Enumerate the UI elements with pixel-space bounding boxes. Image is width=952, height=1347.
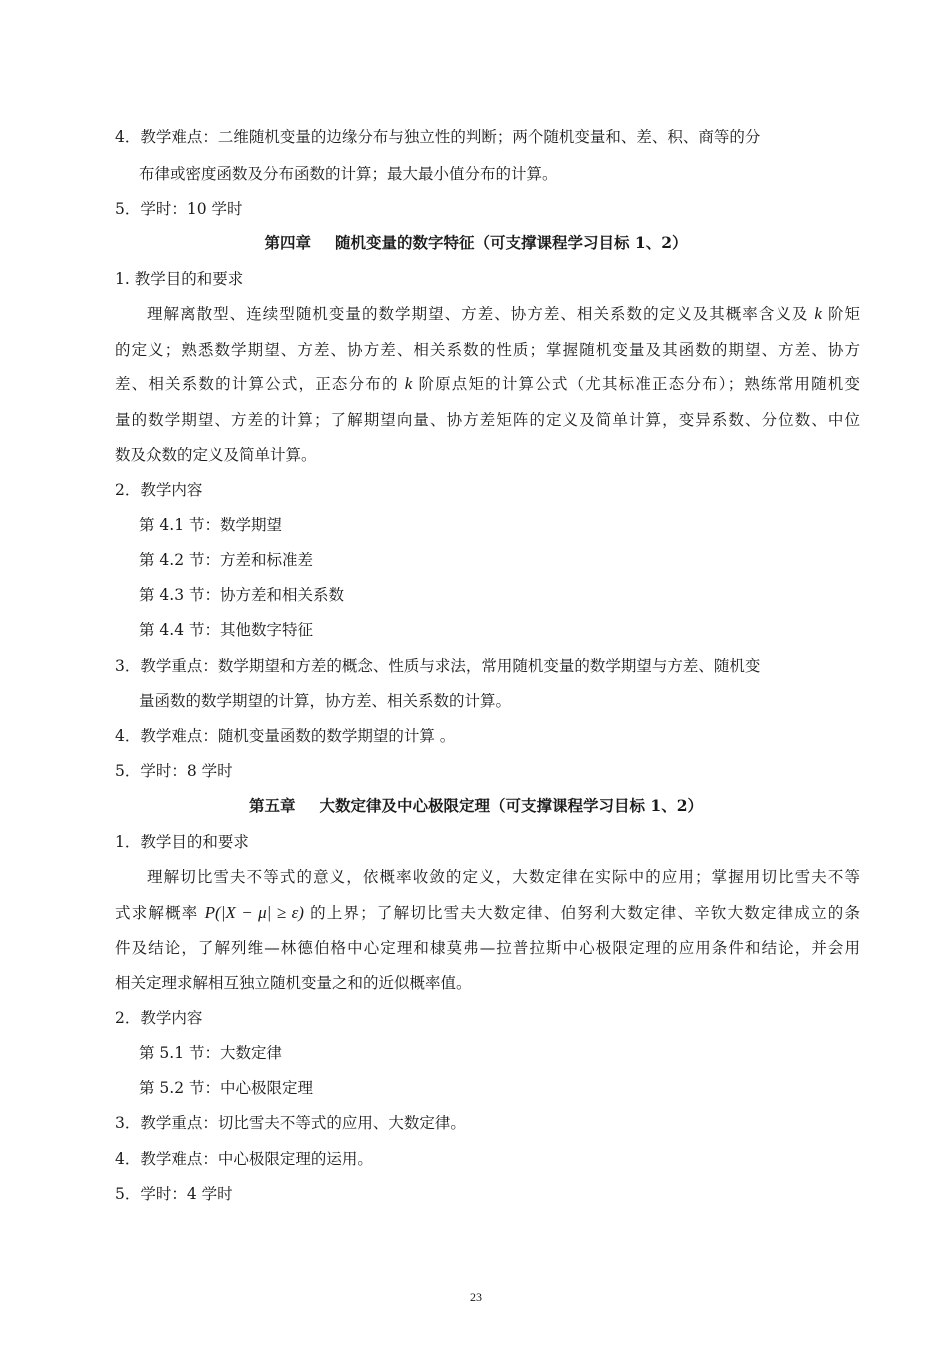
ch5-heading bbox=[0, 796, 952, 816]
ch5-objective-line2: 式求解概率 P(|X − μ| ≥ ε) 的上界；了解切比雪夫大数定律、伯努利大数定律、辛钦大数定律成立的条 bbox=[115, 903, 860, 922]
ch5-key: 3．教学重点：切比雪夫不等式的应用、大数定律。 bbox=[115, 1114, 466, 1132]
page-number: 23 bbox=[470, 1290, 482, 1304]
ch4-objective-line2: 的定义；熟悉数学期望、方差、协方差、相关系数的性质；掌握随机变量及其函数的期望、方差、协方 bbox=[115, 341, 860, 359]
ch5-hours: 5．学时：4 学时 bbox=[115, 1185, 233, 1203]
ch4-section: 第 4.4 节：其他数字特征 bbox=[139, 621, 314, 639]
ch5-objective-label: 1．教学目的和要求 bbox=[115, 833, 249, 851]
ch4-objective-line1: 理解离散型、连续型随机变量的数学期望、方差、协方差、相关系数的定义及其概率含义及 k 阶矩 bbox=[147, 304, 860, 323]
ch4-heading bbox=[0, 233, 952, 253]
math-k: k bbox=[404, 374, 413, 393]
ch4-section: 第 4.3 节：协方差和相关系数 bbox=[139, 586, 345, 604]
ch3-difficulty-line1: 4．教学难点：二维随机变量的边缘分布与独立性的判断；两个随机变量和、差、积、商等的分 bbox=[115, 128, 761, 146]
ch4-objective-line5: 数及众数的定义及简单计算。 bbox=[115, 446, 317, 464]
ch4-hours: 5．学时：8 学时 bbox=[115, 762, 233, 780]
ch5-section: 第 5.2 节：中心极限定理 bbox=[139, 1079, 314, 1097]
ch4-heading-title: 随机变量的数字特征（可支撑课程学习目标 1、2） bbox=[335, 233, 688, 252]
math-prob-bound: P(|X − μ| ≥ ε) bbox=[204, 903, 304, 922]
ch4-section: 第 4.2 节：方差和标准差 bbox=[139, 551, 314, 569]
ch3-difficulty-line2: 布律或密度函数及分布函数的计算；最大最小值分布的计算。 bbox=[139, 165, 558, 183]
ch4-difficulty: 4．教学难点：随机变量函数的数学期望的计算 。 bbox=[115, 727, 456, 745]
ch4-section: 第 4.1 节：数学期望 bbox=[139, 516, 283, 534]
ch5-heading-num: 第五章 bbox=[249, 796, 296, 815]
ch5-heading-title: 大数定律及中心极限定理（可支撑课程学习目标 1、2） bbox=[319, 796, 703, 815]
math-k: k bbox=[814, 304, 822, 323]
ch4-key-line2: 量函数的数学期望的计算，协方差、相关系数的计算。 bbox=[139, 692, 512, 710]
ch4-key-line1: 3．教学重点：数学期望和方差的概念、性质与求法，常用随机变量的数学期望与方差、随机变 bbox=[115, 657, 761, 675]
ch4-content-label: 2．教学内容 bbox=[115, 481, 203, 499]
ch4-objective-line3: 差、相关系数的计算公式，正态分布的 k 阶原点矩的计算公式（尤其标准正态分布）；熟练常用随机变 bbox=[115, 374, 860, 393]
ch3-hours: 5．学时：10 学时 bbox=[115, 200, 243, 218]
ch4-heading-num: 第四章 bbox=[264, 233, 312, 252]
ch4-objective-line4: 量的数学期望、方差的计算；了解期望向量、协方差矩阵的定义及简单计算，变异系数、分位数、中位 bbox=[115, 411, 860, 429]
ch5-section: 第 5.1 节：大数定律 bbox=[139, 1044, 283, 1062]
ch4-objective-label: 1. 教学目的和要求 bbox=[115, 270, 244, 288]
ch5-objective-line3: 件及结论，了解列维—林德伯格中心定理和棣莫弗—拉普拉斯中心极限定理的应用条件和结论，并会用 bbox=[115, 939, 860, 957]
ch5-objective-line1: 理解切比雪夫不等式的意义，依概率收敛的定义，大数定律在实际中的应用；掌握用切比雪夫不等 bbox=[147, 868, 860, 886]
ch5-objective-line4: 相关定理求解相互独立随机变量之和的近似概率值。 bbox=[115, 974, 472, 992]
ch5-content-label: 2．教学内容 bbox=[115, 1009, 203, 1027]
ch5-difficulty: 4．教学难点：中心极限定理的运用。 bbox=[115, 1150, 373, 1168]
